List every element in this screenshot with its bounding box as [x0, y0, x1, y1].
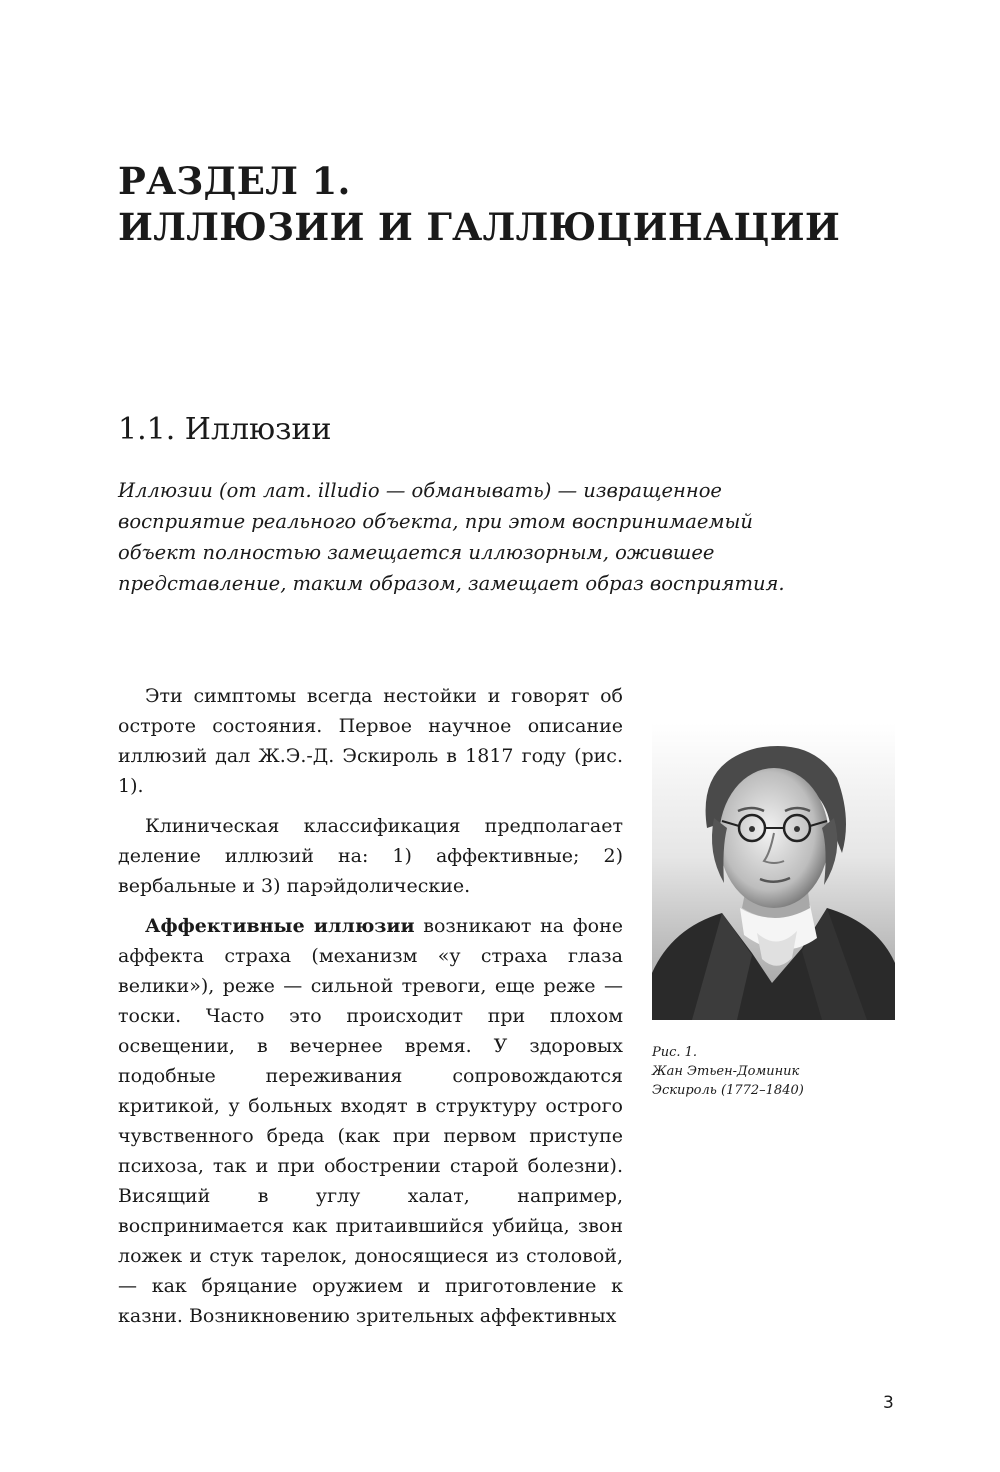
- caption-name: Жан Этьен-Доминик: [652, 1064, 800, 1079]
- paragraph-3: [118, 911, 623, 1331]
- caption-years: Эскироль (1772–1840): [652, 1083, 804, 1098]
- section-name: ИЛЛЮЗИИ И ГАЛЛЮЦИНАЦИИ: [118, 205, 841, 249]
- paragraph-3-text: возникают на фоне аффекта страха (механизм «у страха глаза велики»), реже — сильной тревоги, еще реже — тоски. Часто это происходит при плохом освещении, в вечернее время. У здоровых подобные переживания сопровождаются критикой, у больных входят в структуру острого чувственного бреда (как при первом приступе психоза, так и при обострении старой болезни). Висящий в углу халат, например, воспринимается как притаившийся убийца, звон ложек и стук тарелок, доносящиеся из столовой, — как бряцание оружием и приготовление к казни. Возникновению зрительных аффективных: [118, 915, 623, 1327]
- page-number: 3: [883, 1393, 894, 1413]
- section-title: [118, 158, 918, 250]
- definition-text: Иллюзии (от лат. illudio — обманывать) — извращенное восприятие реального объекта, при этом воспринимаемый объект полностью замещается иллюзорным, ожившее представление, таким образом, замещает образ восприятия.: [118, 479, 785, 595]
- portrait-image: [652, 723, 895, 1020]
- section-number: РАЗДЕЛ 1.: [118, 159, 351, 203]
- body-text: [118, 681, 623, 1341]
- paragraph-2: Клиническая классификация предполагает деление иллюзий на: 1) аффективные; 2) вербальные и 3) парэйдолические.: [118, 815, 623, 897]
- portrait-figure: [652, 723, 895, 1020]
- figure-caption: [652, 1043, 892, 1100]
- caption-label: Рис. 1.: [652, 1045, 698, 1060]
- paragraph-1: Эти симптомы всегда нестойки и говорят об остроте состояния. Первое научное описание иллюзий дал Ж.Э.-Д. Эскироль в 1817 году (рис. 1).: [118, 685, 623, 797]
- term-affective-illusions: Аффективные иллюзии: [145, 915, 415, 937]
- subsection-title: 1.1. Иллюзии: [118, 412, 332, 447]
